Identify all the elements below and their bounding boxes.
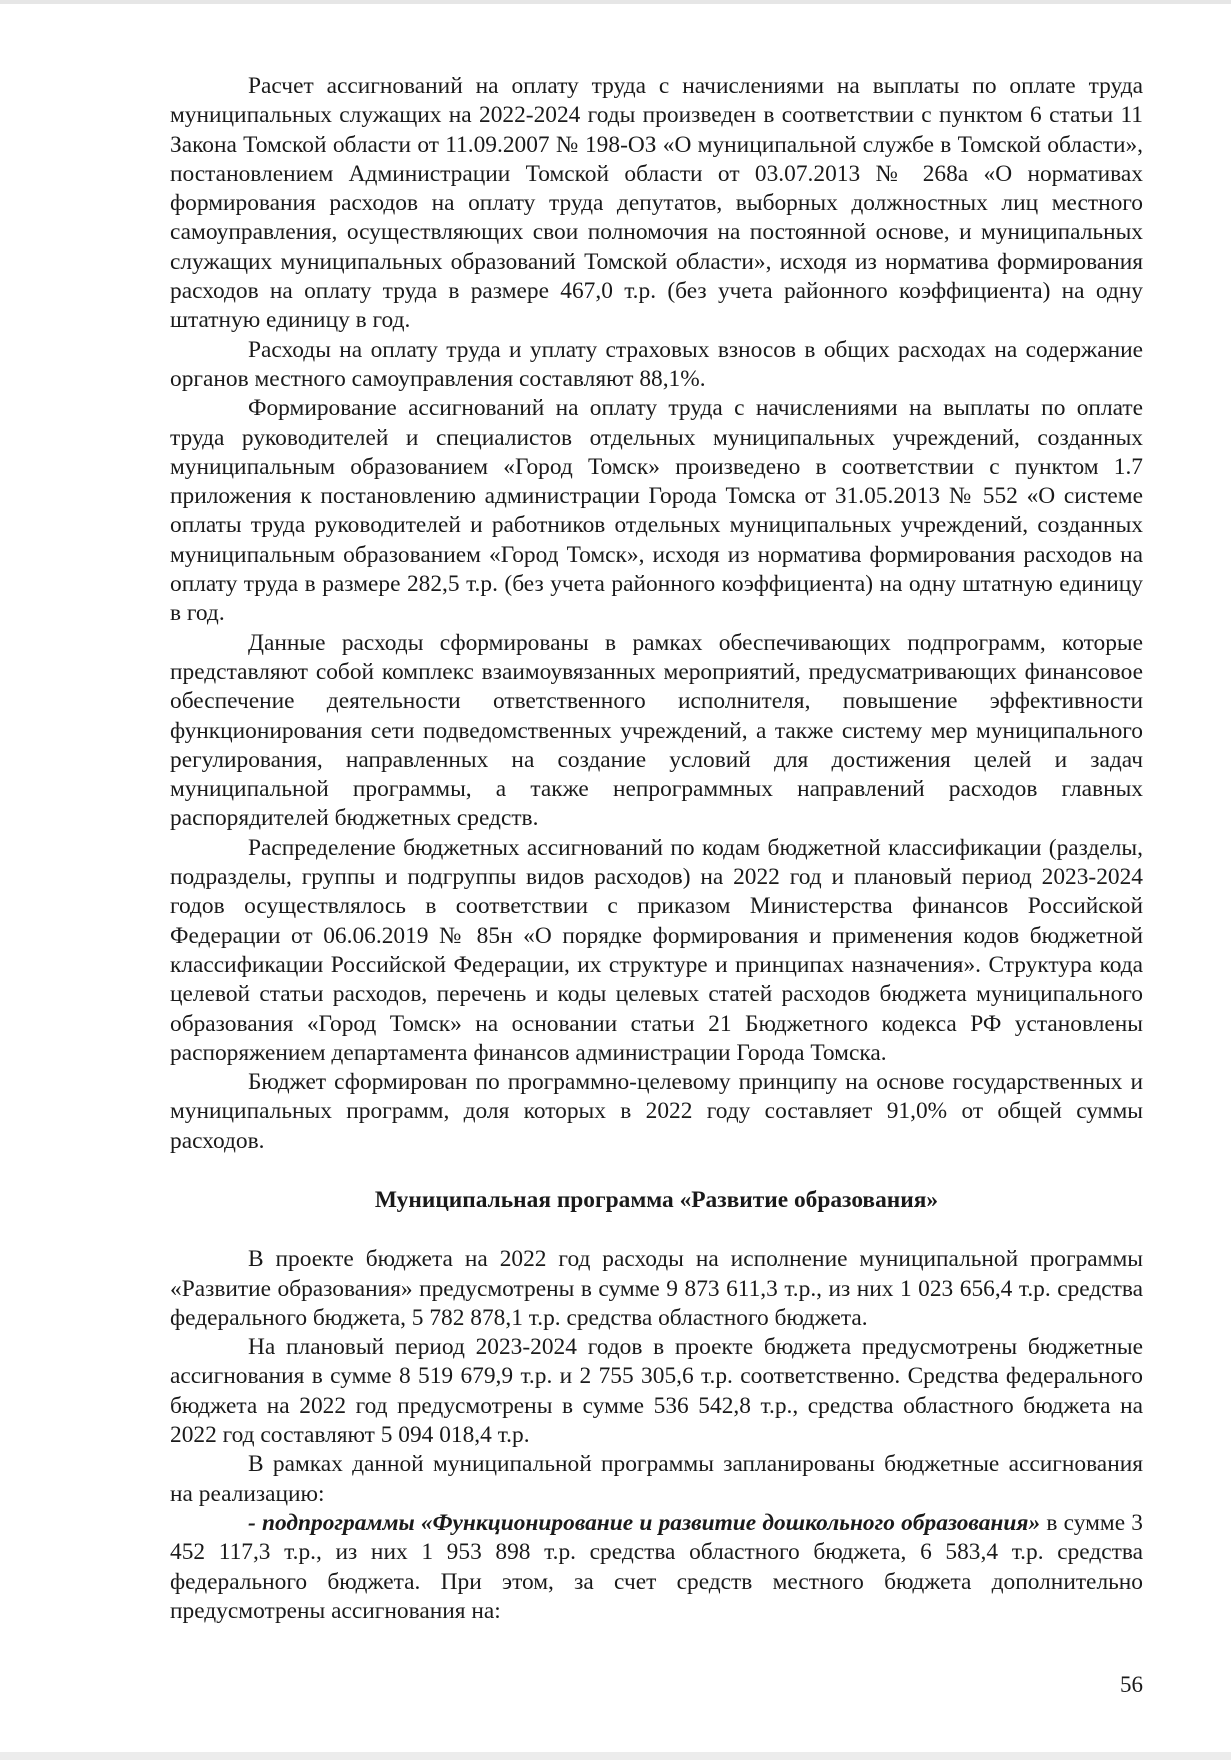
paragraph-classification: Распределение бюджетных ассигнований по кодам бюджетной классификации (разделы, подразделы, группы и подгруппы видов расходов) на 2022 год и плановый период 2023-2024 годов осуществлялось в соответствии с приказом Министерства финансов Российской Федерации от 06.06.2019 № 85н «О порядке формирования и применения кодов бюджетной классификации Российской Федерации, их структуре и принципах назначения». Структура кода целевой статьи расходов, перечень и коды целевых статей расходов бюджета муниципального образования «Город Томск» на основании статьи 21 Бюджетного кодекса РФ установлены распоряжением департамента финансов администрации Города Томска. (170, 834, 1143, 1066)
section-heading: Муниципальная программа «Развитие образования» (374, 1186, 939, 1213)
paragraph-institution-salaries: Формирование ассигнований на оплату труда с начислениями на выплаты по оплате труда руководителей и специалистов отдельных муниципальных учреждений, созданных муниципальным образованием «Город Томск» произведено в соответствии с пунктом 1.7 приложения к постановлению администрации Города Томска от 31.05.2013 № 552 «О системе оплаты труда руководителей и работников отдельных муниципальных учреждений, созданных муниципальным образованием «Город Томск», исходя из норматива формирования расходов на оплату труда в размере 282,5 т.р. (без учета районного коэффициента) на одну штатную единицу в год. (170, 395, 1143, 627)
document-body (170, 72, 1143, 1626)
paragraph-planning-period: На плановый период 2023-2024 годов в проекте бюджета предусмотрены бюджетные ассигнования в сумме 8 519 679,9 т.р. и 2 755 305,6 т.р. соответственно. Средства федерального бюджета на 2022 год предусмотрены в сумме 536 542,8 т.р., средства областного бюджета на 2022 год составляют 5 094 018,4 т.р. (170, 1334, 1143, 1449)
scan-top-edge (0, 0, 1231, 4)
paragraph-education-2022: В проекте бюджета на 2022 год расходы на исполнение муниципальной программы «Развитие образования» предусмотрены в сумме 9 873 611,3 т.р., из них 1 023 656,4 т.р. средства федерального бюджета, 5 782 878,1 т.р. средства областного бюджета. (170, 1246, 1143, 1331)
paragraph-subprograms: Данные расходы сформированы в рамках обеспечивающих подпрограмм, которые представляют собой комплекс взаимоувязанных мероприятий, предусматривающих финансовое обеспечение деятельности ответственного исполнителя, повышение эффективности функционирования сети подведомственных учреждений, а также систему мер муниципального регулирования, направленных на создание условий для достижения целей и задач муниципальной программы, а также непрограммных направлений расходов главных распорядителей бюджетных средств. (170, 629, 1143, 832)
scan-bottom-edge (0, 1752, 1231, 1760)
paragraph-program-budget: Бюджет сформирован по программно-целевому принципу на основе государственных и муниципальных программ, доля которых в 2022 году составляет 91,0% от общей суммы расходов. (170, 1069, 1143, 1154)
subprogram-details: в сумме 3 452 117,3 т.р., из них 1 953 898 т.р. средства областного бюджета, 6 583,4 т.р. средства федерального бюджета. При этом, за счет средств местного бюджета дополнительно предусмотрены ассигнования на: (170, 1509, 1143, 1624)
page-number: 56 (1120, 1672, 1143, 1697)
paragraph-salary-share: Расходы на оплату труда и уплату страховых взносов в общих расходах на содержание органов местного самоуправления составляют 88,1%. (170, 336, 1143, 392)
paragraph-allocations-intro: В рамках данной муниципальной программы запланированы бюджетные ассигнования на реализацию: (170, 1451, 1143, 1507)
subprogram-title: - подпрограммы «Функционирование и развитие дошкольного образования» (248, 1509, 1041, 1536)
paragraph-preschool-subprogram (170, 1509, 1143, 1626)
paragraph-salary-calculation: Расчет ассигнований на оплату труда с начислениями на выплаты по оплате труда муниципальных служащих на 2022-2024 годы произведен в соответствии с пунктом 6 статьи 11 Закона Томской области от 11.09.2007 № 198-ОЗ «О муниципальной службе в Томской области», постановлением Администрации Томской области от 03.07.2013 № 268а «О нормативах формирования расходов на оплату труда депутатов, выборных должностных лиц местного самоуправления, осуществляющих свои полномочия на постоянной основе, и муниципальных служащих муниципальных образований Томской области», исходя из норматива формирования расходов на оплату труда в размере 467,0 т.р. (без учета районного коэффициента) на одну штатную единицу в год. (170, 73, 1143, 334)
